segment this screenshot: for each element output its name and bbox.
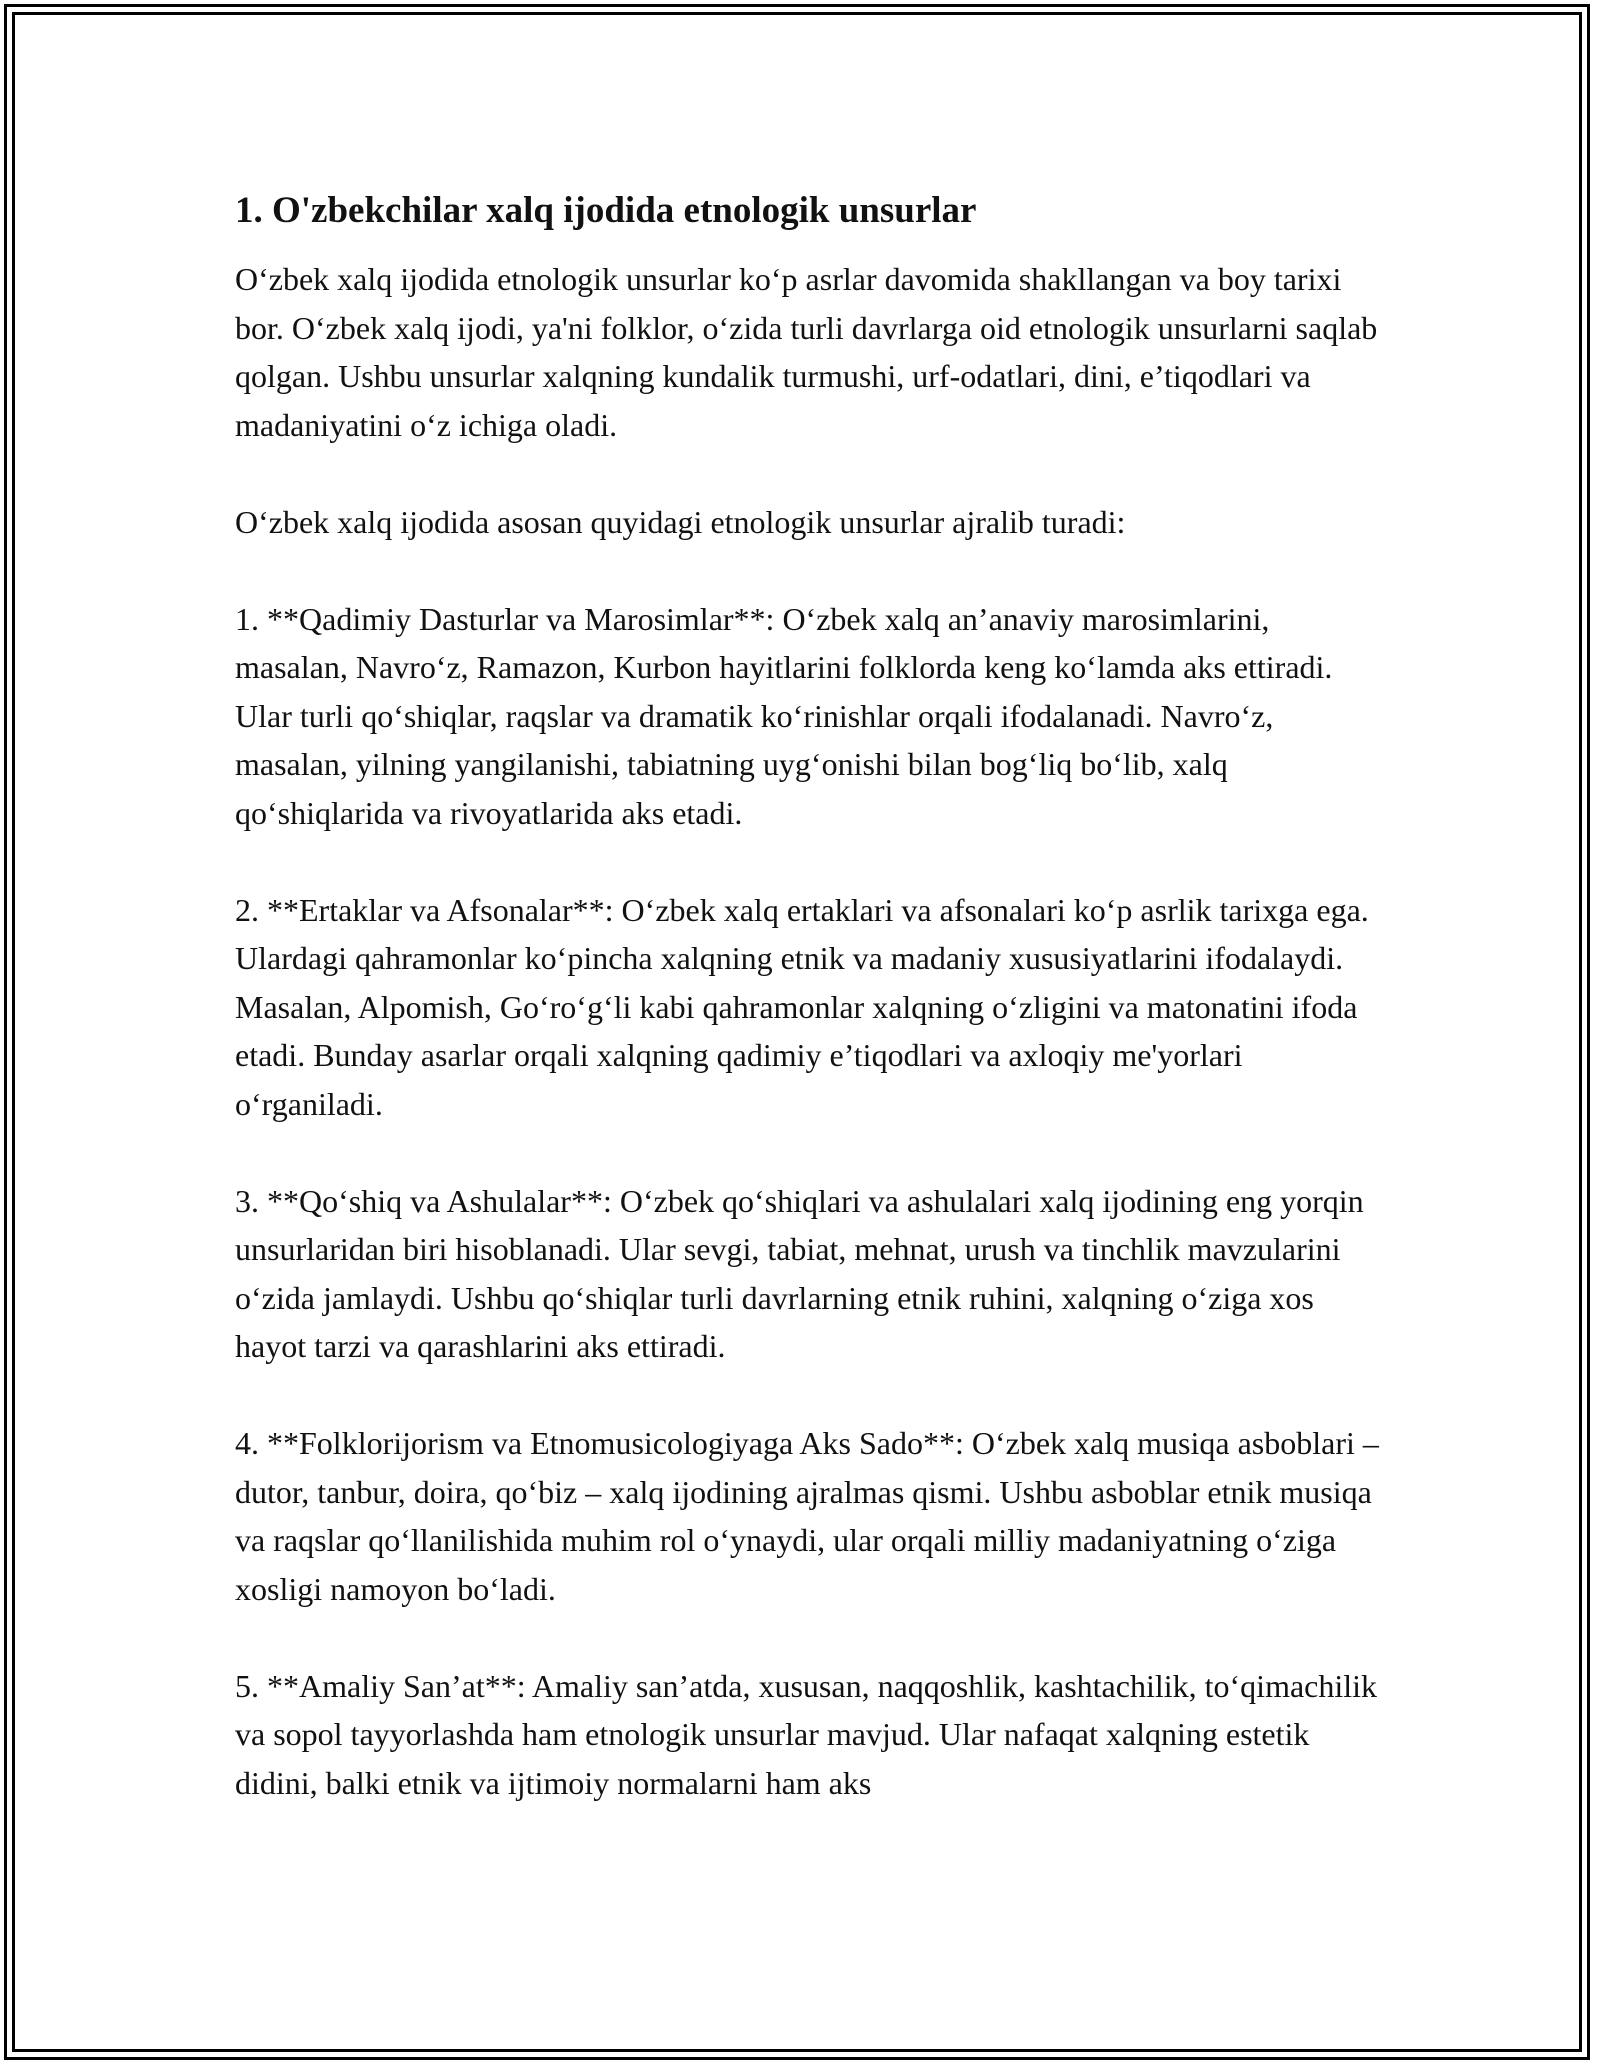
paragraph-list-lead: O‘zbek xalq ijodida asosan quyidagi etnologik unsurlar ajralib turadi: — [235, 503, 1126, 540]
paragraph-item-2: 2. **Ertaklar va Afsonalar**: O‘zbek xalq ertaklari va afsonalari ko‘p asrlik tarixga ega. Ulardagi qahramonlar ko‘pincha xalqning etnik va madaniy xususiyatlarini ifodalaydi. Masalan, Alpomish, Go‘ro‘g‘li kabi qahramonlar xalqning o‘zligini va matonatini ifoda etadi. Bunday asarlar orqali xalqning qadimiy e’tiqodlari va axloqiy me'yorlari o‘rganiladi. — [235, 891, 1369, 1122]
document-body — [235, 187, 1385, 1807]
paragraph-item-5: 5. **Amaliy San’at**: Amaliy san’atda, xususan, naqqoshlik, kashtachilik, to‘qimachilik va sopol tayyorlashda ham etnologik unsurlar mavjud. Ular nafaqat xalqning estetik didini, balki etnik va ijtimoiy normalarni ham aks — [235, 1667, 1378, 1801]
paragraph-item-4: 4. **Folklorijorism va Etnomusicologiyaga Aks Sado**: O‘zbek xalq musiqa asboblari – dutor, tanbur, doira, qo‘biz – xalq ijodining ajralmas qismi. Ushbu asboblar etnik musiqa va raqslar qo‘llanilishida muhim rol o‘ynaydi, ular orqali milliy madaniyatning o‘ziga xosligi namoyon bo‘ladi. — [235, 1425, 1379, 1607]
paragraph-item-3: 3. **Qo‘shiq va Ashulalar**: O‘zbek qo‘shiqlari va ashulalari xalq ijodining eng yorqin unsurlaridan biri hisoblanadi. Ular sevgi, tabiat, mehnat, urush va tinchlik mavzularini o‘zida jamlaydi. Ushbu qo‘shiqlar turli davrlarning etnik ruhini, xalqning o‘ziga xos hayot tarzi va qarashlarini aks ettiradi. — [235, 1182, 1364, 1364]
paragraph-item-1: 1. **Qadimiy Dasturlar va Marosimlar**: O‘zbek xalq an’anaviy marosimlarini, masalan, Navro‘z, Ramazon, Kurbon hayitlarini folklorda keng ko‘lamda aks ettiradi. Ular turli qo‘shiqlar, raqslar va dramatik ko‘rinishlar orqali ifodalanadi. Navro‘z, masalan, yilning yangilanishi, tabiatning uyg‘onishi bilan bog‘liq bo‘lib, xalq qo‘shiqlarida va rivoyatlarida aks etadi. — [235, 600, 1333, 831]
paragraph-intro: O‘zbek xalq ijodida etnologik unsurlar ko‘p asrlar davomida shakllangan va boy tarixi bor. O‘zbek xalq ijodi, ya'ni folklor, o‘zida turli davrlarga oid etnologik unsurlarni saqlab qolgan. Ushbu unsurlar xalqning kundalik turmushi, urf-odatlari, dini, e’tiqodlari va madaniyatini o‘z ichiga oladi. — [235, 261, 1378, 443]
document-title: 1. O'zbekchilar xalq ijodida etnologik unsurlar — [235, 190, 977, 231]
